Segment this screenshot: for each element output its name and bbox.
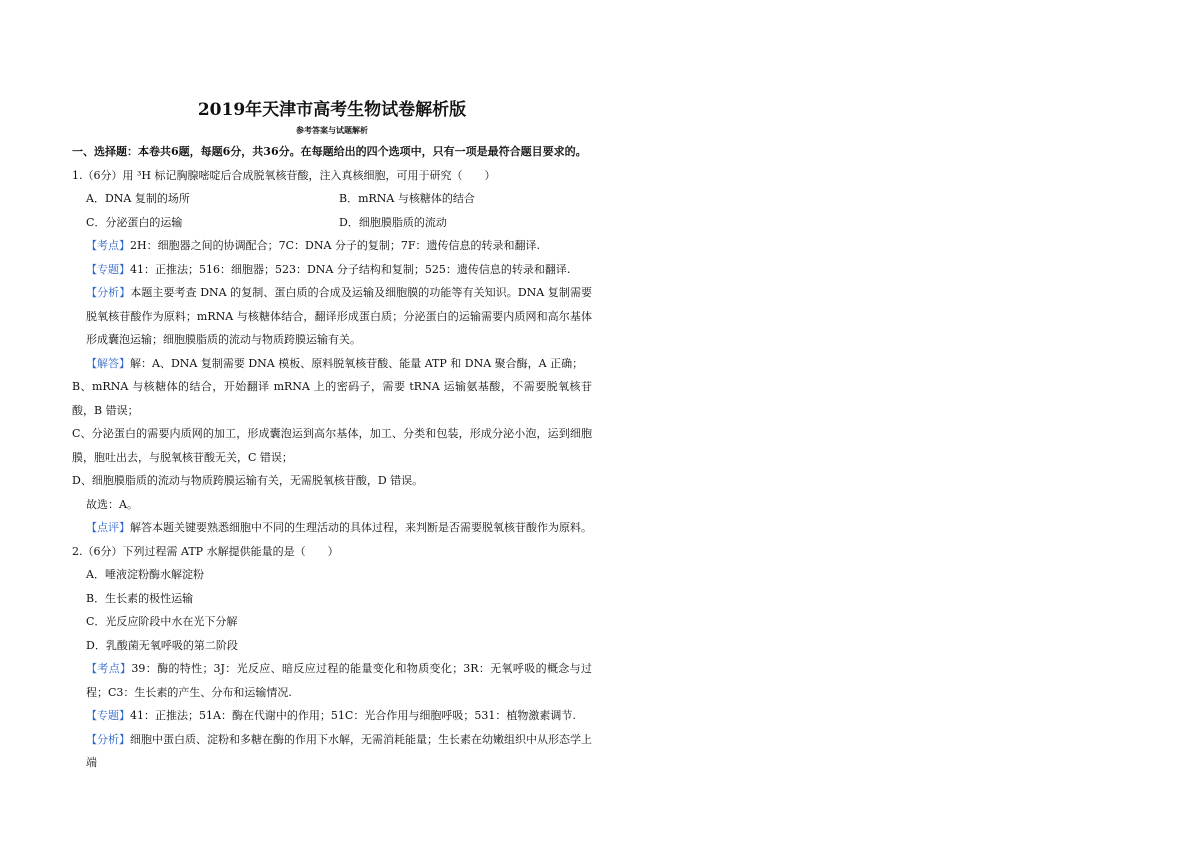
q2-option-b: B．生长素的极性运输 [86, 591, 194, 605]
q2-zhuanti [72, 704, 592, 728]
q1-option-d: D．细胞膜脂质的流动 [339, 215, 447, 229]
q2-zhuanti-text: 41：正推法；51A：酶在代谢中的作用；51C：光合作用与细胞呼吸；531：植物激素调节. [130, 709, 576, 722]
q2-zhuanti-tag: 【专题】 [86, 709, 130, 722]
q2-option-c: C．光反应阶段中水在光下分解 [86, 615, 238, 628]
q1-jieda-c: C、分泌蛋白的需要内质网的加工，形成囊泡运到高尔基体，加工、分类和包装，形成分泌小泡，运到细胞膜，胞吐出去，与脱氧核苷酸无关，C 错误； [72, 427, 592, 464]
q2-kaodian-tag: 【考点】 [86, 662, 132, 675]
left-column [72, 92, 592, 775]
q1-jieda-text: 解：A、DNA 复制需要 DNA 模板、原料脱氧核苷酸、能量 ATP 和 DNA 聚合酶，A 正确； [130, 356, 584, 370]
q1-dianping-text: 解答本题关键要熟悉细胞中不同的生理活动的具体过程，来判断是否需要脱氧核苷酸作为原料。 [130, 521, 592, 534]
question-1-options-row1 [72, 187, 592, 211]
q2-fenxi [72, 728, 592, 775]
question-1-options-row2 [72, 211, 592, 235]
q1-option-c: C．分泌蛋白的运输 [86, 215, 183, 229]
q1-kaodian-text: 2H：细胞器之间的协调配合；7C：DNA 分子的复制；7F：遗传信息的转录和翻译. [130, 239, 541, 252]
q1-dianping-tag: 【点评】 [86, 521, 130, 534]
q2-kaodian [72, 657, 592, 704]
q1-zhuanti-tag: 【专题】 [86, 262, 130, 276]
q2-fenxi-tag: 【分析】 [86, 732, 130, 746]
q2-option-a: A．唾液淀粉酶水解淀粉 [86, 568, 204, 581]
question-1-stem: 1.（6分）用 ³H 标记胸腺嘧啶后合成脱氧核苷酸，注入真核细胞，可用于研究（ ） [72, 168, 496, 182]
q2-fenxi-text: 细胞中蛋白质、淀粉和多糖在酶的作用下水解，无需消耗能量；生长素在幼嫩组织中从形态学上端 [86, 732, 592, 769]
q1-zhuanti-text: 41：正推法；516：细胞器；523：DNA 分子结构和复制；525：遗传信息的转录和翻译. [130, 262, 571, 276]
q1-option-b: B．mRNA 与核糖体的结合 [339, 192, 475, 205]
q1-option-a: A．DNA 复制的场所 [86, 192, 190, 205]
q1-fenxi [72, 281, 592, 352]
q1-jieda-tag: 【解答】 [86, 356, 130, 370]
page-subtitle: 参考答案与试题解析 [296, 125, 368, 135]
page-title: 2019年天津市高考生物试卷解析版 [197, 100, 467, 120]
q1-dianping [72, 516, 592, 540]
q1-fenxi-text: 本题主要考查 DNA 的复制、蛋白质的合成及运输及细胞膜的功能等有关知识。DNA 复制需要脱氧核苷酸作为原料；mRNA 与核糖体结合，翻译形成蛋白质；分泌蛋白的运输需要内质网和高尔基体形成囊泡运输；细胞膜脂质的流动与物质跨膜运输有关。 [86, 286, 593, 346]
q1-jieda-d: D、细胞膜脂质的流动与物质跨膜运输有关，无需脱氧核苷酸，D 错误。 [72, 474, 424, 487]
section-heading: 一、选择题：本卷共6题，每题6分，共36分。在每题给出的四个选项中，只有一项是最符合题目要求的。 [72, 145, 587, 158]
q1-kaodian-tag: 【考点】 [86, 239, 130, 252]
q2-kaodian-text: 39：酶的特性；3J：光反应、暗反应过程的能量变化和物质变化；3R：无氧呼吸的概念与过程；C3：生长素的产生、分布和运输情况. [86, 662, 593, 699]
q2-option-d: D．乳酸菌无氧呼吸的第二阶段 [86, 638, 238, 652]
q1-answer: 故选：A。 [86, 497, 138, 511]
q1-jieda [72, 352, 592, 376]
q1-kaodian [72, 234, 592, 258]
q1-zhuanti [72, 258, 592, 282]
question-2-stem: 2.（6分）下列过程需 ATP 水解提供能量的是（ ） [72, 544, 339, 558]
q1-jieda-b: B、mRNA 与核糖体的结合，开始翻译 mRNA 上的密码子，需要 tRNA 运输氨基酸，不需要脱氧核苷酸，B 错误； [72, 380, 592, 417]
q1-fenxi-tag: 【分析】 [86, 286, 131, 299]
